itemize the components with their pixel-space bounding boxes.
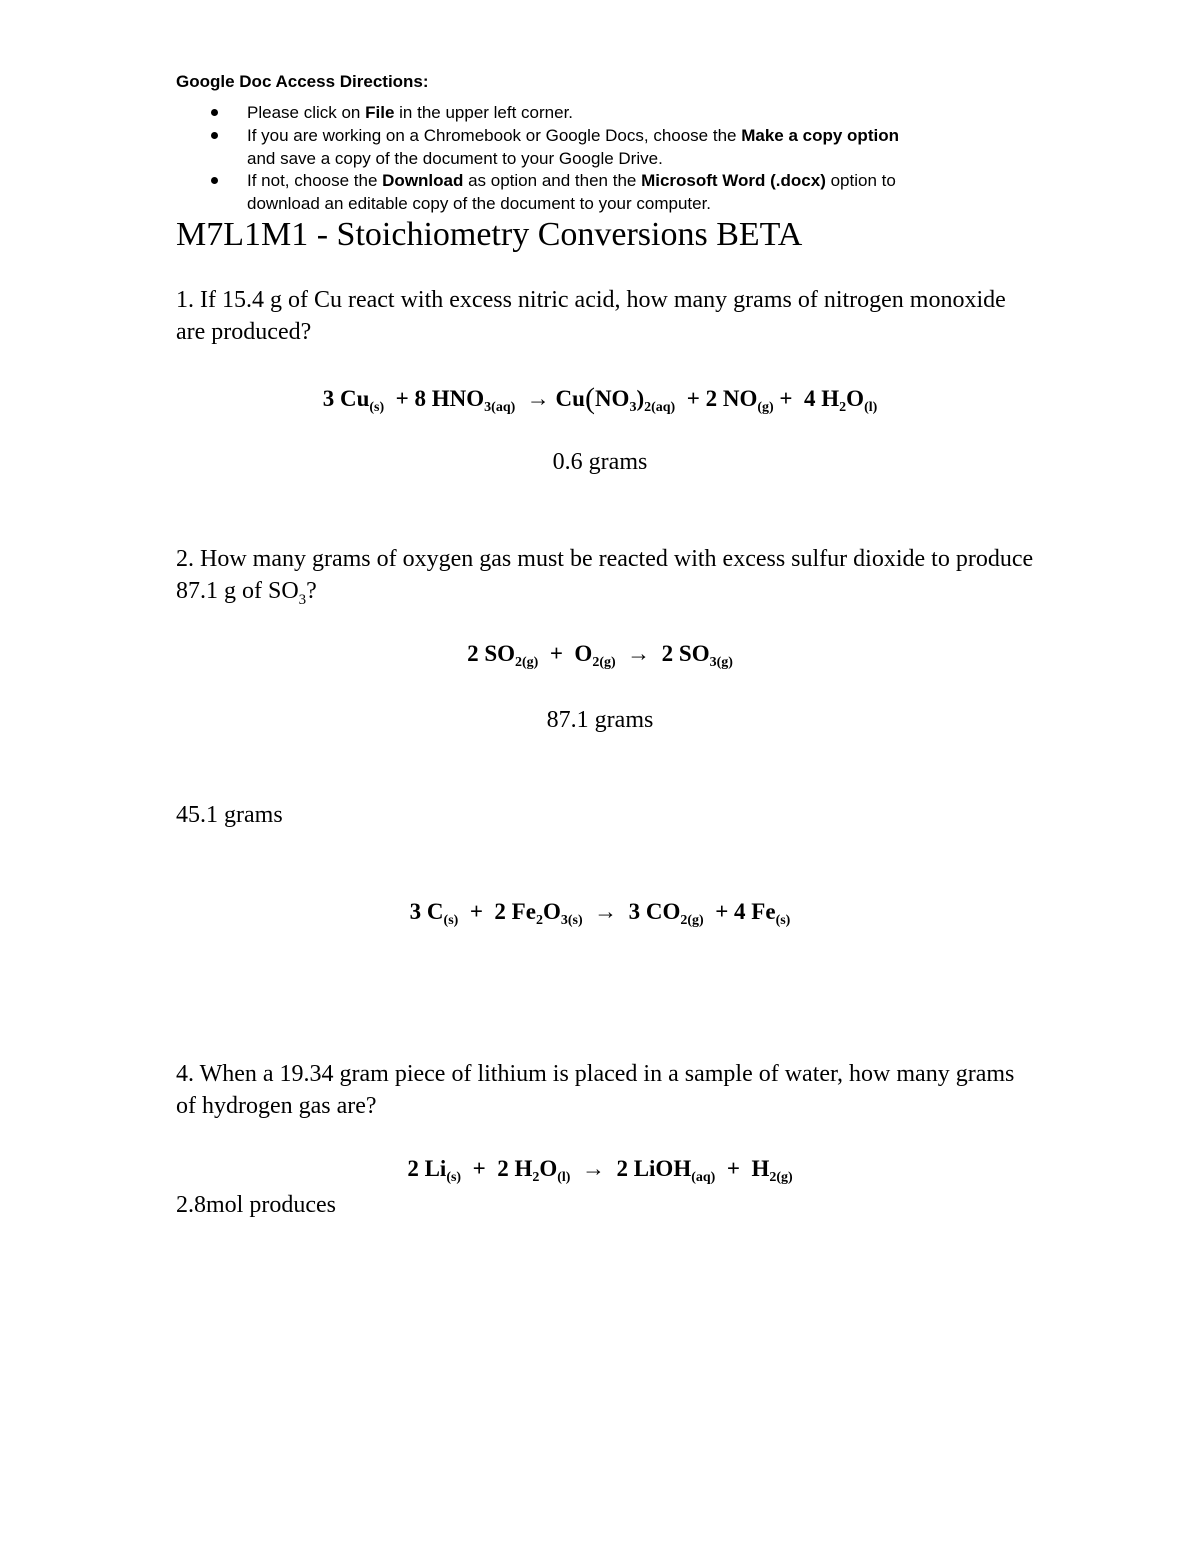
answer-loose: 45.1 grams bbox=[176, 802, 283, 828]
question-2: 2. How many grams of oxygen gas must be reacted with excess sulfur dioxide to produce 87.1 g of $SO_3$? bbox=[176, 546, 1034, 608]
equation-4: 2 $Li_{(s)} + 2$ $H_2O_{(l)} \to 2$ LiOH$_{(aq)}$ + $H_{2(g)}$ bbox=[407, 1156, 793, 1185]
question-4: 4. When a 19.34 gram piece of lithium is placed in a sample of water, how many grams of hydrogen gas are? bbox=[176, 1061, 1015, 1119]
directions-title: Google Doc Access Directions: bbox=[176, 72, 429, 91]
equation-1: 3 $Cu_{(s)} + 8$ $HNO_{3(aq)} \to Cu(NO_3)_{2(aq)} + 2$ $NO_{(g)} + 4$ $H_2O_{(l)}$ bbox=[322, 382, 878, 415]
bullet-dot-icon bbox=[211, 109, 218, 116]
answer-2: 87.1 grams bbox=[546, 707, 654, 733]
answer-4: 2.8mol produces bbox=[176, 1192, 336, 1218]
bullet-dot-icon bbox=[211, 177, 218, 184]
bullet-dot-icon bbox=[211, 132, 218, 139]
question-1: 1. If 15.4 g of Cu react with excess nitric acid, how many grams of nitrogen monoxide are produced? bbox=[176, 287, 1006, 345]
equation-3: 3 $C_{(s)} + 2$ $Fe_2O_{3(s)} \to 3$ $CO_{2(g)} + 4$ $Fe_{(s)}$ bbox=[409, 899, 791, 928]
equation-2: 2 $SO_{2(g)} + O_{2(g)} \to 2$ $SO_{3(g)}$ bbox=[467, 641, 733, 670]
answer-1: 0.6 grams bbox=[552, 449, 648, 475]
document-title: M7L1M1 - Stoichiometry Conversions BETA bbox=[176, 216, 803, 253]
